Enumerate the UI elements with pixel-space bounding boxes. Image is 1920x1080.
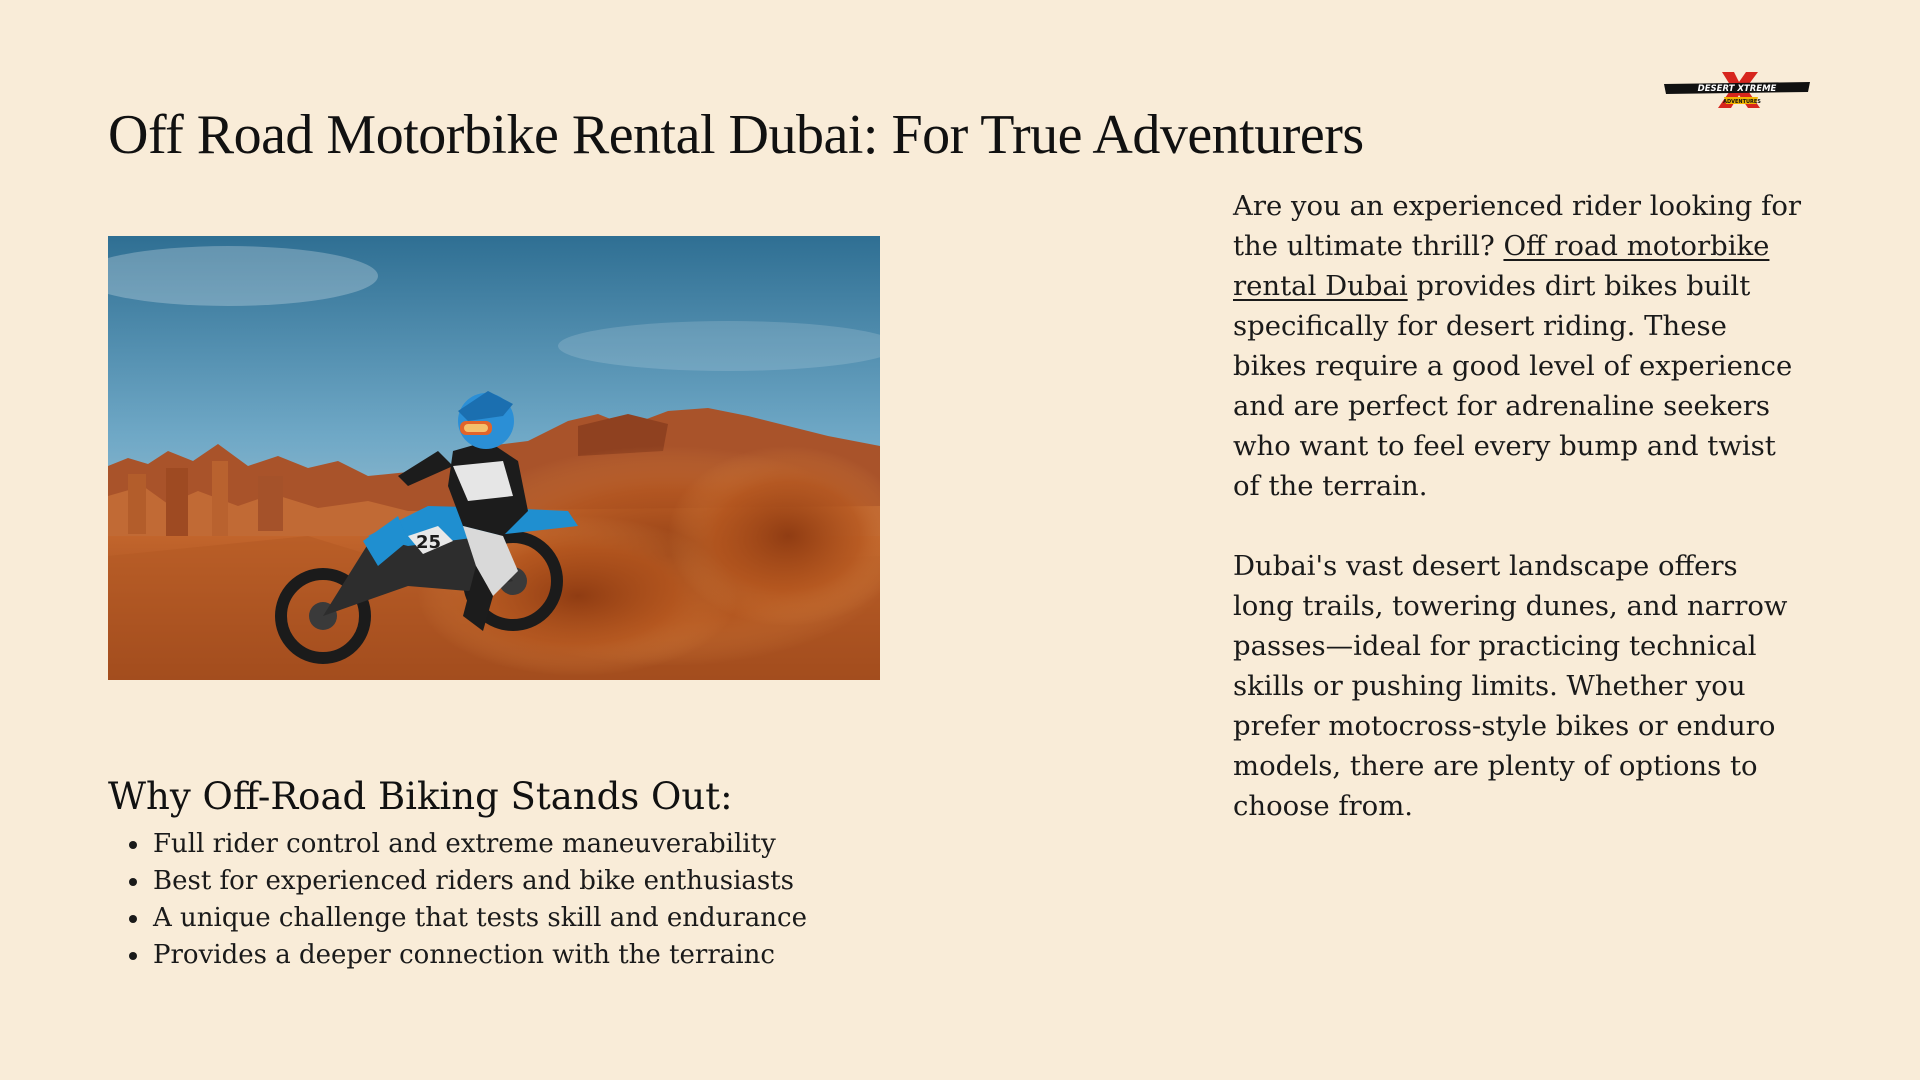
brand-logo — [1662, 70, 1812, 110]
x-logo-icon — [1662, 70, 1812, 110]
logo-bottom-text: ADVENTURES — [1723, 99, 1761, 105]
intro-text-before: Are you an experienced rider looking for the ultimate thrill? — [1233, 190, 1802, 262]
svg-text:25: 25 — [416, 532, 442, 553]
rental-link[interactable]: Off road motorbike rental Dubai — [1233, 230, 1770, 302]
page-title: Off Road Motorbike Rental Dubai: For True Adventurers — [108, 104, 1364, 166]
list-item: Best for experienced riders and bike enthusiasts — [108, 863, 807, 900]
dirt-bike-rider-photo — [108, 236, 880, 680]
list-item: Full rider control and extreme maneuverability — [108, 826, 807, 863]
body-text-column — [1233, 186, 1803, 826]
landscape-paragraph: Dubai's vast desert landscape offers long trails, towering dunes, and narrow passes—ideal for practicing technical skills or pushing limits. Whether you prefer motocross-style bikes or enduro models, there are plenty of options to choose from. — [1233, 550, 1788, 822]
benefits-list — [108, 826, 807, 974]
list-item: A unique challenge that tests skill and endurance — [108, 900, 807, 937]
list-item: Provides a deeper connection with the terrainc — [108, 937, 807, 974]
intro-paragraph — [1233, 186, 1803, 506]
intro-text-after: provides dirt bikes built specifically for desert riding. These bikes require a good level of experience and are perfect for adrenaline seekers who want to feel every bump and twist of the terrain. — [1233, 270, 1793, 502]
logo-top-text: DESERT XTREME — [1697, 84, 1777, 94]
section-heading: Why Off-Road Biking Stands Out: — [108, 775, 733, 818]
